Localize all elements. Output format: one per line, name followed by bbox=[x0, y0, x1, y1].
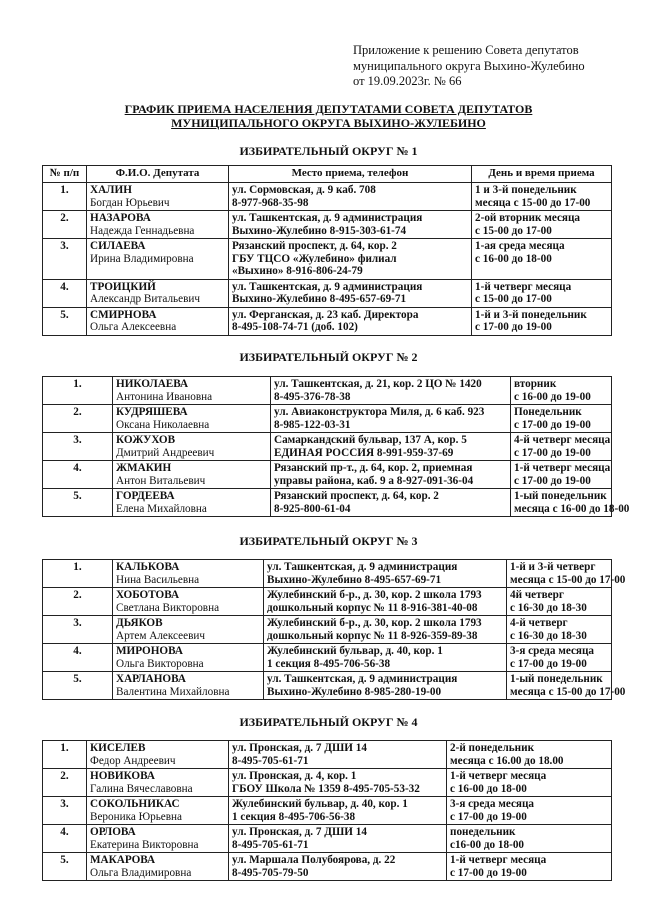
time-line: месяца с 15-00 до 17-00 bbox=[510, 685, 626, 698]
deputy-given-names: Ольга Алексеевна bbox=[90, 321, 177, 333]
reception-place bbox=[264, 588, 507, 616]
time-line: с 16-30 до 18-30 bbox=[510, 629, 587, 642]
time-line: месяца с 16-00 до 18-00 bbox=[514, 502, 630, 515]
row-number: 4. bbox=[43, 825, 87, 853]
table-row bbox=[43, 377, 612, 405]
place-line: 8-495-108-74-71 (доб. 102) bbox=[232, 321, 358, 333]
time-line: с 16-30 до 18-30 bbox=[510, 601, 587, 614]
table-row bbox=[43, 211, 612, 239]
header-time: День и время приема bbox=[472, 166, 612, 183]
place-line: ЕДИНАЯ РОССИЯ 8-991-959-37-69 bbox=[274, 446, 454, 459]
deputy-given-names: Артем Алексеевич bbox=[116, 629, 205, 642]
deputy-name bbox=[87, 769, 229, 797]
deputy-surname: КАЛЬКОВА bbox=[116, 561, 180, 573]
place-line: ул. Ферганская, д. 23 каб. Директора bbox=[232, 308, 419, 321]
district-2-table bbox=[42, 376, 630, 517]
deputy-surname: МИРОНОВА bbox=[116, 645, 183, 657]
place-line: дошкольный корпус № 11 8-926-359-89-38 bbox=[267, 629, 478, 642]
deputy-name bbox=[87, 307, 229, 335]
reception-place bbox=[229, 239, 472, 280]
reception-place bbox=[229, 307, 472, 335]
deputy-given-names: Дмитрий Андреевич bbox=[116, 446, 215, 459]
reception-time bbox=[507, 616, 612, 644]
place-line: ул. Пронская, д. 4, кор. 1 bbox=[232, 770, 357, 782]
reception-place bbox=[229, 211, 472, 239]
deputy-surname: СМИРНОВА bbox=[90, 308, 157, 321]
place-line: ул. Ташкентская, д. 9 администрация bbox=[267, 561, 458, 573]
table-row bbox=[43, 461, 612, 489]
deputy-name bbox=[113, 644, 264, 672]
district-4-table bbox=[42, 740, 612, 881]
deputy-given-names: Нина Васильевна bbox=[116, 573, 200, 586]
table-row bbox=[43, 560, 612, 588]
deputy-name bbox=[87, 279, 229, 307]
reception-time bbox=[511, 405, 612, 433]
time-line: 1-ый понедельник bbox=[514, 490, 607, 502]
time-line: с 16-00 до 19-00 bbox=[514, 390, 591, 403]
row-number: 4. bbox=[43, 644, 113, 672]
reception-place bbox=[229, 279, 472, 307]
table-row bbox=[43, 307, 612, 335]
time-line: Понедельник bbox=[514, 406, 582, 418]
deputy-given-names: Светлана Викторовна bbox=[116, 601, 220, 614]
time-line: 1 и 3-й понедельник bbox=[475, 184, 577, 196]
place-line: Рязанский проспект, д. 64, кор. 2 bbox=[274, 490, 439, 502]
time-line: месяца с 15-00 до 17-00 bbox=[475, 196, 591, 209]
table-row bbox=[43, 616, 612, 644]
reception-time bbox=[447, 741, 612, 769]
reception-place bbox=[271, 377, 511, 405]
reception-place bbox=[229, 769, 447, 797]
place-line: ул. Ташкентская, д. 21, кор. 2 ЦО № 1420 bbox=[274, 378, 482, 390]
reception-place bbox=[271, 405, 511, 433]
row-number: 2. bbox=[43, 211, 87, 239]
deputy-surname: ХАРЛАНОВА bbox=[116, 673, 186, 685]
deputy-name bbox=[87, 797, 229, 825]
place-line: Рязанский пр-т., д. 64, кор. 2, приемная bbox=[274, 462, 473, 474]
place-line: 8-925-800-61-04 bbox=[274, 502, 351, 515]
district-1-table bbox=[42, 165, 612, 336]
time-line: с 15-00 до 17-00 bbox=[475, 293, 552, 305]
deputy-surname: КУДРЯШЕВА bbox=[116, 406, 188, 418]
reception-place bbox=[264, 616, 507, 644]
reception-time bbox=[511, 489, 630, 517]
deputy-surname: МАКАРОВА bbox=[90, 854, 156, 866]
deputy-surname: НАЗАРОВА bbox=[90, 212, 151, 224]
place-line: 8-495-705-79-50 bbox=[232, 866, 309, 879]
row-number: 1. bbox=[43, 377, 113, 405]
place-line: Самаркандский бульвар, 137 А, кор. 5 bbox=[274, 434, 467, 446]
place-line: ГБОУ Школа № 1359 8-495-705-53-32 bbox=[232, 782, 420, 795]
deputy-surname: КИСЕЛЕВ bbox=[90, 742, 146, 754]
place-line: 8-495-376-78-38 bbox=[274, 390, 351, 403]
deputy-name bbox=[113, 489, 271, 517]
time-line: вторник bbox=[514, 378, 557, 390]
place-line: ул. Ташкентская, д. 9 администрация bbox=[232, 280, 423, 293]
document-title bbox=[0, 103, 657, 130]
district-3-title: ИЗБИРАТЕЛЬНЫЙ ОКРУГ № 3 bbox=[239, 534, 418, 548]
place-line: ул. Ташкентская, д. 9 администрация bbox=[267, 673, 458, 685]
deputy-name bbox=[87, 239, 229, 280]
time-line: 1-й и 3-й понедельник bbox=[475, 308, 587, 321]
reception-time bbox=[447, 853, 612, 881]
place-line: Выхино-Жулебино 8-985-280-19-00 bbox=[267, 685, 442, 698]
time-line: 1-й четверг месяца bbox=[450, 770, 547, 782]
table-row bbox=[43, 769, 612, 797]
deputy-name bbox=[113, 588, 264, 616]
deputy-given-names: Надежда Геннадьевна bbox=[90, 224, 195, 237]
place-line: Рязанский проспект, д. 64, кор. 2 bbox=[232, 240, 397, 252]
reception-time bbox=[507, 560, 626, 588]
district-4-title: ИЗБИРАТЕЛЬНЫЙ ОКРУГ № 4 bbox=[239, 715, 418, 729]
time-line: месяца с 16.00 до 18.00 bbox=[450, 754, 564, 767]
appendix-line: муниципального округа Выхино-Жулебино bbox=[353, 58, 585, 73]
place-line: ул. Маршала Полубоярова, д. 22 bbox=[232, 854, 396, 866]
place-line: 8-977-968-35-98 bbox=[232, 196, 309, 209]
row-number: 5. bbox=[43, 489, 113, 517]
row-number: 2. bbox=[43, 588, 113, 616]
deputy-given-names: Екатерина Викторовна bbox=[90, 838, 199, 851]
place-line: 1 секция 8-495-706-56-38 bbox=[267, 657, 391, 670]
reception-place bbox=[229, 853, 447, 881]
time-line: 4-й четверг bbox=[510, 617, 568, 629]
place-line: ул. Авиаконструктора Миля, д. 6 каб. 923 bbox=[274, 406, 485, 418]
time-line: 1-й четверг месяца bbox=[514, 462, 611, 474]
place-line: управы района, каб. 9 а 8-927-091-36-04 bbox=[274, 474, 474, 487]
time-line: 1-й и 3-й четверг bbox=[510, 561, 596, 573]
row-number: 5. bbox=[43, 307, 87, 335]
deputy-surname: НОВИКОВА bbox=[90, 770, 155, 782]
header-number: № п/п bbox=[43, 166, 87, 183]
deputy-given-names: Ирина Владимировна bbox=[90, 252, 194, 265]
deputy-surname: ОРЛОВА bbox=[90, 826, 136, 838]
reception-time bbox=[447, 825, 612, 853]
time-line: 1-й четверг месяца bbox=[450, 854, 547, 866]
row-number: 1. bbox=[43, 741, 87, 769]
deputy-surname: ГОРДЕЕВА bbox=[116, 490, 175, 502]
row-number: 1. bbox=[43, 183, 87, 211]
table-row bbox=[43, 279, 612, 307]
time-line: с 16-00 до 18-00 bbox=[475, 252, 552, 265]
deputy-surname: ХАЛИН bbox=[90, 184, 132, 196]
deputy-surname: СИЛАЕВА bbox=[90, 240, 146, 252]
time-line: 1-й четверг месяца bbox=[475, 280, 572, 293]
reception-time bbox=[507, 672, 626, 700]
reception-time bbox=[472, 239, 612, 280]
time-line: месяца с 15-00 до 17-00 bbox=[510, 573, 626, 586]
table-row bbox=[43, 588, 612, 616]
deputy-name bbox=[113, 616, 264, 644]
time-line: 2-ой вторник месяца bbox=[475, 212, 580, 224]
header-place: Место приема, телефон bbox=[229, 166, 472, 183]
row-number: 3. bbox=[43, 433, 113, 461]
reception-time bbox=[511, 461, 612, 489]
appendix-line: от 19.09.2023г. № 66 bbox=[353, 74, 462, 88]
deputy-name bbox=[113, 433, 271, 461]
time-line: 2-й понедельник bbox=[450, 742, 535, 754]
reception-time bbox=[507, 588, 612, 616]
time-line: 1-ая среда месяца bbox=[475, 240, 565, 252]
place-line: 1 секция 8-495-706-56-38 bbox=[232, 810, 356, 823]
place-line: Жулебинский б-р., д. 30, кор. 2 школа 1793 bbox=[267, 617, 482, 629]
place-line: ул. Ташкентская, д. 9 администрация bbox=[232, 212, 423, 224]
place-line: ул. Пронская, д. 7 ДШИ 14 bbox=[232, 742, 367, 754]
place-line: Жулебинский бульвар, д. 40, кор. 1 bbox=[267, 645, 443, 657]
header-name: Ф.И.О. Депутата bbox=[87, 166, 229, 183]
time-line: с 17-00 до 19-00 bbox=[514, 446, 591, 459]
table-row bbox=[43, 405, 612, 433]
place-line: ГБУ ТЦСО «Жулебино» филиал bbox=[232, 252, 397, 265]
table-row bbox=[43, 797, 612, 825]
deputy-name bbox=[113, 461, 271, 489]
time-line: 3-я среда месяца bbox=[450, 798, 535, 810]
deputy-name bbox=[113, 377, 271, 405]
time-line: 3-я среда месяца bbox=[510, 645, 595, 657]
time-line: с 17-00 до 19-00 bbox=[514, 474, 591, 487]
deputy-given-names: Антон Витальевич bbox=[116, 474, 206, 487]
reception-place bbox=[229, 183, 472, 211]
place-line: ул. Пронская, д. 7 ДШИ 14 bbox=[232, 826, 367, 838]
deputy-given-names: Федор Андреевич bbox=[90, 754, 176, 767]
deputy-surname: СОКОЛЬНИКАС bbox=[90, 798, 180, 810]
row-number: 5. bbox=[43, 853, 87, 881]
time-line: с 17-00 до 19-00 bbox=[514, 418, 591, 431]
reception-place bbox=[271, 433, 511, 461]
row-number: 3. bbox=[43, 239, 87, 280]
reception-place bbox=[271, 461, 511, 489]
time-line: 4й четверг bbox=[510, 589, 564, 601]
reception-time bbox=[447, 797, 612, 825]
deputy-given-names: Антонина Ивановна bbox=[116, 390, 213, 403]
time-line: с16-00 до 18-00 bbox=[450, 838, 525, 851]
deputy-surname: НИКОЛАЕВА bbox=[116, 378, 189, 390]
deputy-name bbox=[87, 741, 229, 769]
deputy-name bbox=[87, 211, 229, 239]
row-number: 4. bbox=[43, 461, 113, 489]
deputy-name bbox=[113, 672, 264, 700]
place-line: Выхино-Жулебино 8-495-657-69-71 bbox=[267, 573, 442, 586]
table-row bbox=[43, 239, 612, 280]
deputy-given-names: Богдан Юрьевич bbox=[90, 196, 170, 209]
row-number: 2. bbox=[43, 405, 113, 433]
deputy-surname: ЖМАКИН bbox=[116, 462, 172, 474]
reception-time bbox=[472, 211, 612, 239]
district-2-title: ИЗБИРАТЕЛЬНЫЙ ОКРУГ № 2 bbox=[239, 350, 418, 364]
reception-place bbox=[264, 672, 507, 700]
time-line: понедельник bbox=[450, 826, 516, 838]
place-line: Выхино-Жулебино 8-915-303-61-74 bbox=[232, 224, 407, 237]
table-row bbox=[43, 825, 612, 853]
deputy-given-names: Галина Вячеславовна bbox=[90, 782, 193, 795]
table-header-row bbox=[43, 166, 612, 183]
deputy-surname: КОЖУХОВ bbox=[116, 434, 176, 446]
deputy-name bbox=[113, 560, 264, 588]
place-line: «Выхино» 8-916-806-24-79 bbox=[232, 265, 363, 277]
table-row bbox=[43, 644, 612, 672]
row-number: 1. bbox=[43, 560, 113, 588]
reception-time bbox=[472, 183, 612, 211]
reception-time bbox=[472, 307, 612, 335]
deputy-given-names: Валентина Михайловна bbox=[116, 685, 230, 698]
deputy-given-names: Александр Витальевич bbox=[90, 293, 201, 305]
appendix-note bbox=[353, 43, 643, 90]
appendix-line: Приложение к решению Совета депутатов bbox=[353, 43, 579, 57]
district-1-title: ИЗБИРАТЕЛЬНЫЙ ОКРУГ № 1 bbox=[239, 144, 418, 158]
reception-place bbox=[229, 825, 447, 853]
reception-place bbox=[229, 741, 447, 769]
deputy-given-names: Ольга Владимировна bbox=[90, 866, 192, 879]
row-number: 4. bbox=[43, 279, 87, 307]
deputy-name bbox=[87, 183, 229, 211]
title-line: ГРАФИК ПРИЕМА НАСЕЛЕНИЯ ДЕПУТАТАМИ СОВЕТА ДЕПУТАТОВ bbox=[124, 102, 533, 116]
deputy-given-names: Елена Михайловна bbox=[116, 502, 207, 515]
deputy-surname: ТРОИЦКИЙ bbox=[90, 280, 156, 293]
table-row bbox=[43, 672, 612, 700]
deputy-surname: ХОБОТОВА bbox=[116, 589, 180, 601]
reception-time bbox=[472, 279, 612, 307]
row-number: 3. bbox=[43, 616, 113, 644]
deputy-name bbox=[113, 405, 271, 433]
title-line: МУНИЦИПАЛЬНОГО ОКРУГА ВЫХИНО-ЖУЛЕБИНО bbox=[171, 115, 486, 130]
place-line: 8-495-705-61-71 bbox=[232, 754, 309, 767]
reception-time bbox=[447, 769, 612, 797]
table-row bbox=[43, 741, 612, 769]
deputy-surname: ДЬЯКОВ bbox=[116, 617, 163, 629]
time-line: с 17-00 до 19-00 bbox=[450, 810, 527, 823]
table-row bbox=[43, 489, 612, 517]
place-line: 8-985-122-03-31 bbox=[274, 418, 351, 431]
time-line: 1-ый понедельник bbox=[510, 673, 603, 685]
deputy-name bbox=[87, 853, 229, 881]
table-row bbox=[43, 183, 612, 211]
deputy-given-names: Вероника Юрьевна bbox=[90, 810, 183, 823]
time-line: с 17-00 до 19-00 bbox=[450, 866, 527, 879]
reception-time bbox=[511, 377, 612, 405]
reception-place bbox=[271, 489, 511, 517]
reception-place bbox=[264, 644, 507, 672]
deputy-given-names: Ольга Викторовна bbox=[116, 657, 204, 670]
deputy-name bbox=[87, 825, 229, 853]
reception-time bbox=[507, 644, 612, 672]
place-line: Выхино-Жулебино 8-495-657-69-71 bbox=[232, 293, 407, 305]
district-3-table bbox=[42, 559, 626, 700]
reception-time bbox=[511, 433, 612, 461]
place-line: дошкольный корпус № 11 8-916-381-40-08 bbox=[267, 601, 478, 614]
time-line: с 15-00 до 17-00 bbox=[475, 224, 552, 237]
time-line: с 16-00 до 18-00 bbox=[450, 782, 527, 795]
place-line: ул. Сормовская, д. 9 каб. 708 bbox=[232, 184, 376, 196]
reception-place bbox=[264, 560, 507, 588]
time-line: с 17-00 до 19-00 bbox=[510, 657, 587, 670]
table-row bbox=[43, 853, 612, 881]
row-number: 3. bbox=[43, 797, 87, 825]
place-line: Жулебинский б-р., д. 30, кор. 2 школа 1793 bbox=[267, 589, 482, 601]
reception-place bbox=[229, 797, 447, 825]
row-number: 2. bbox=[43, 769, 87, 797]
row-number: 5. bbox=[43, 672, 113, 700]
place-line: 8-495-705-61-71 bbox=[232, 838, 309, 851]
table-row bbox=[43, 433, 612, 461]
time-line: с 17-00 до 19-00 bbox=[475, 321, 552, 333]
place-line: Жулебинский бульвар, д. 40, кор. 1 bbox=[232, 798, 408, 810]
time-line: 4-й четверг месяца bbox=[514, 434, 611, 446]
deputy-given-names: Оксана Николаевна bbox=[116, 418, 210, 431]
